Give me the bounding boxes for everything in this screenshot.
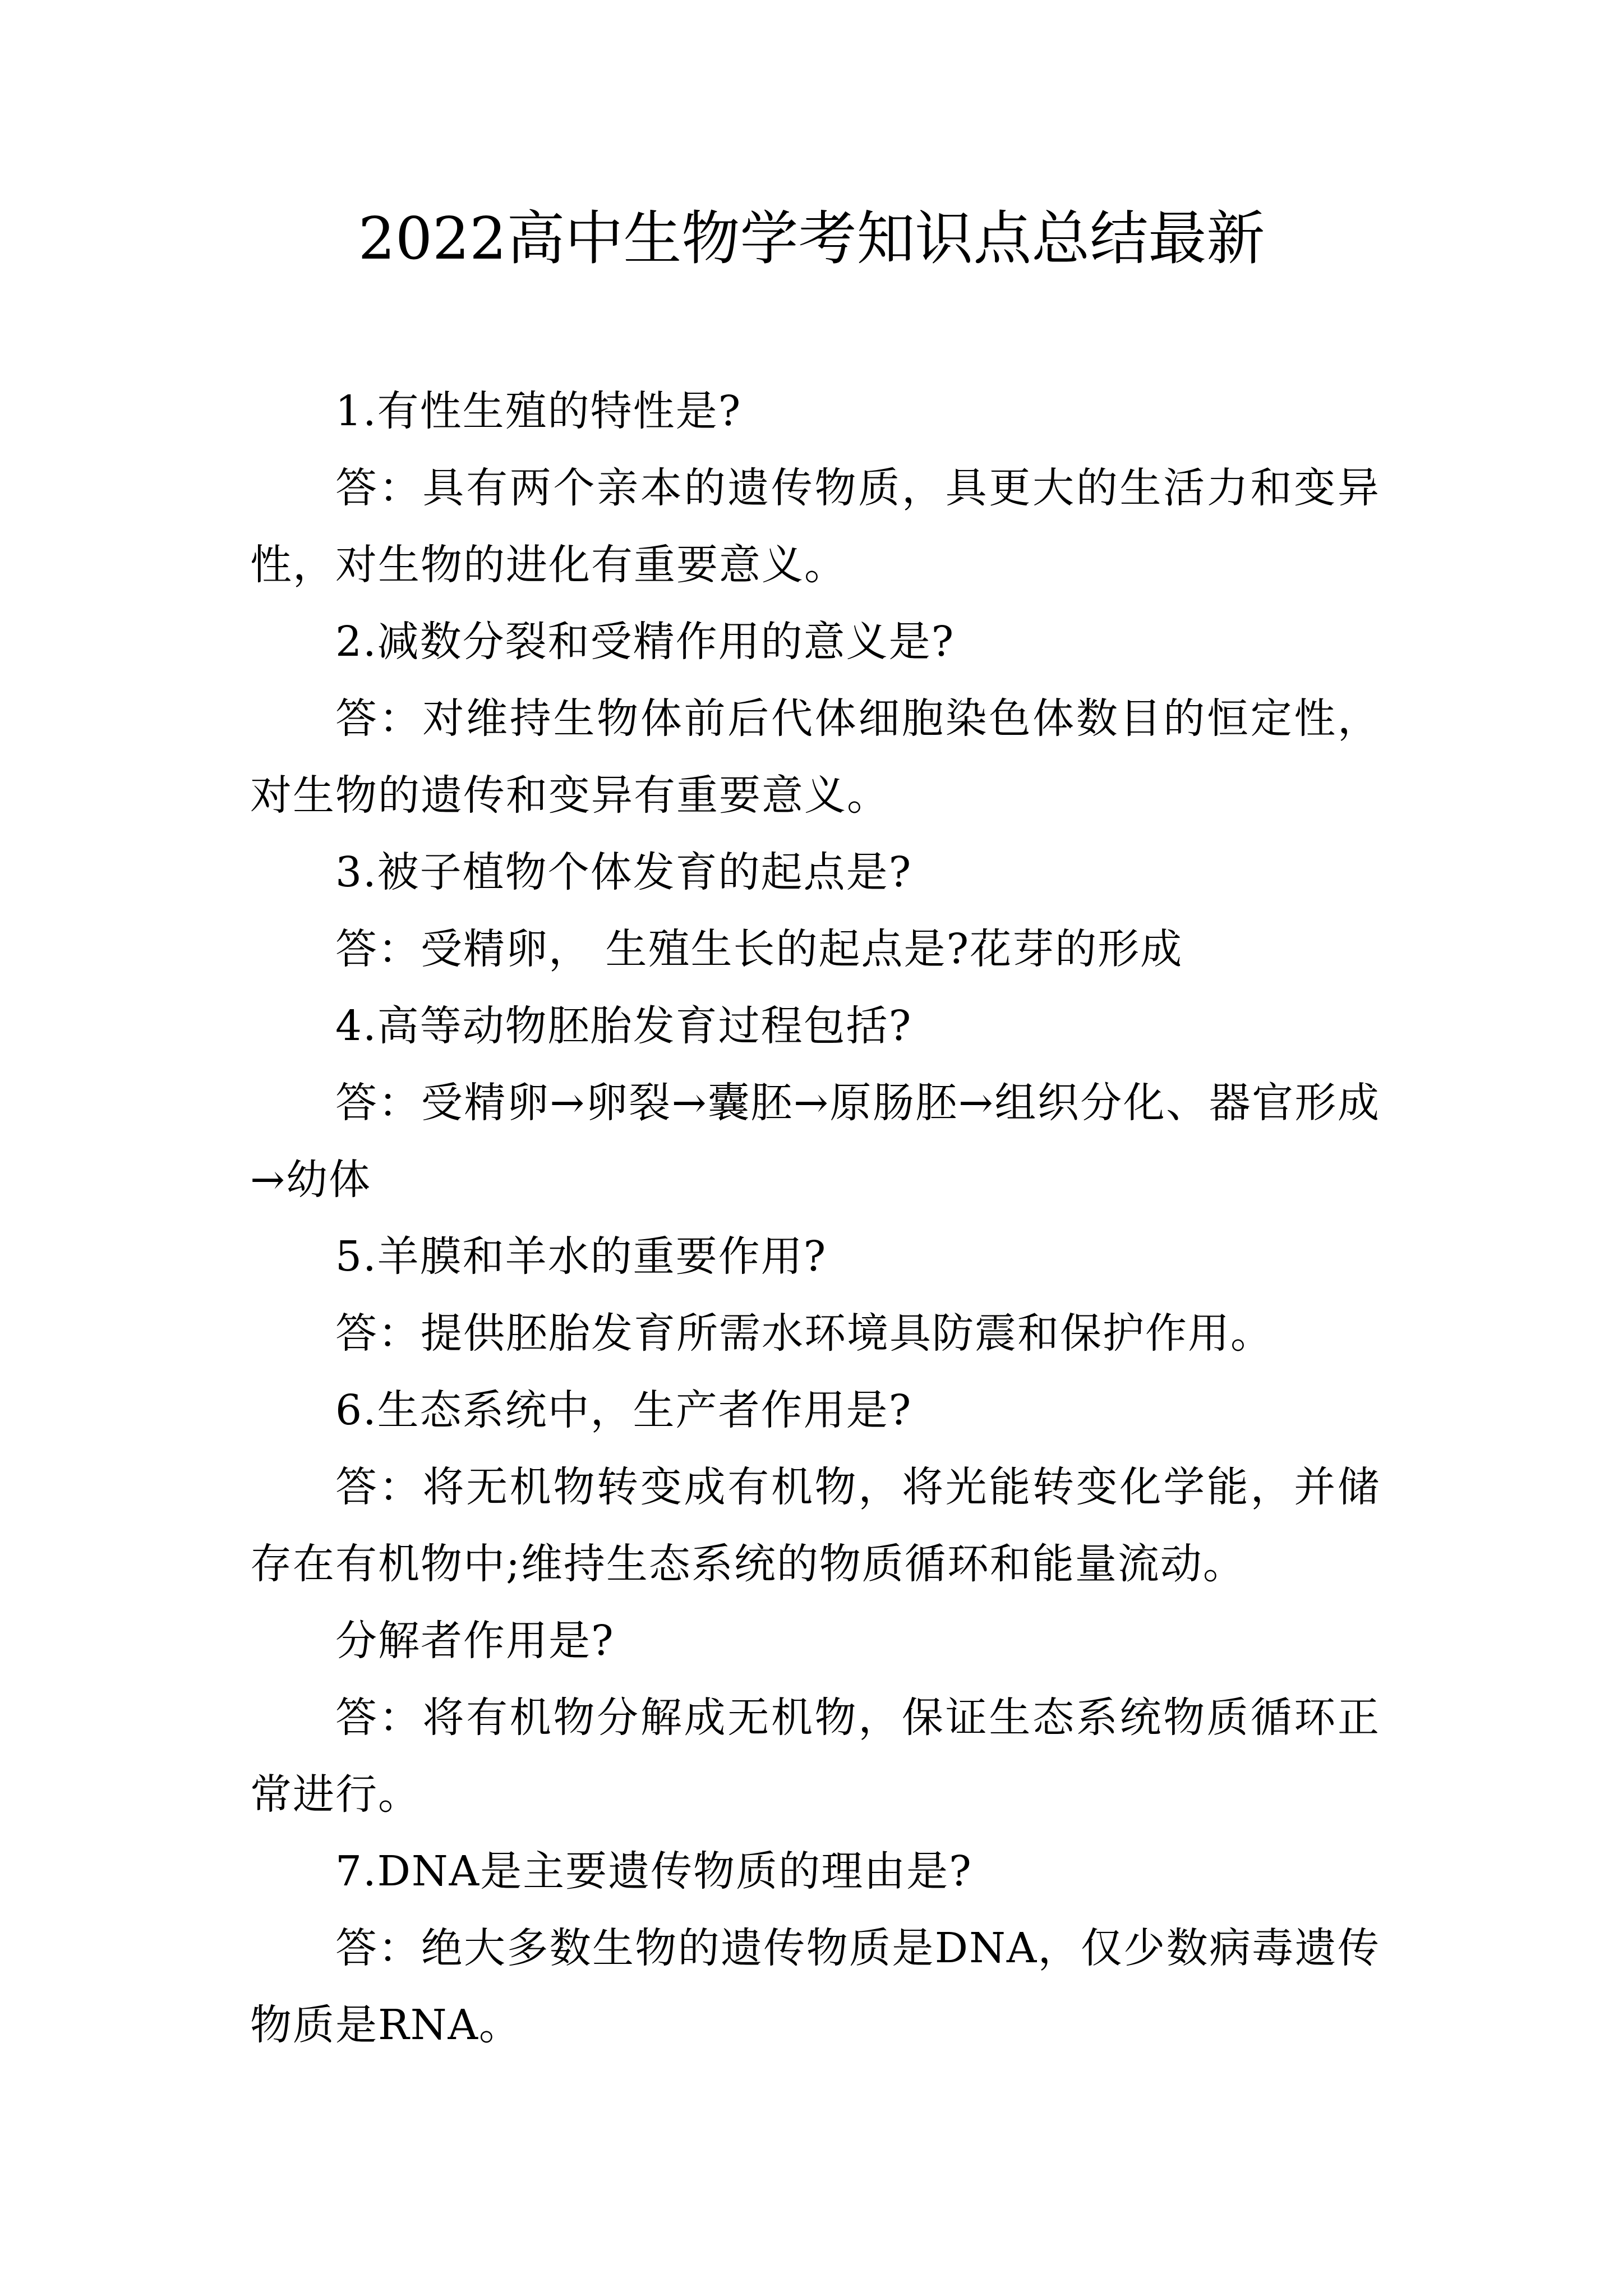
answer-7: 答：绝大多数生物的遗传物质是DNA，仅少数病毒遗传物质是RNA。 — [250, 1924, 1380, 2049]
document-title: 2022高中生物学考知识点总结最新 — [358, 204, 1265, 273]
document-body — [250, 373, 1380, 2064]
answer-5: 答：提供胚胎发育所需水环境具防震和保护作用。 — [335, 1309, 1273, 1358]
question-1: 1.有性生殖的特性是? — [335, 387, 742, 435]
question-2: 2.减数分裂和受精作用的意义是? — [335, 618, 955, 666]
answer-4: 答：受精卵→卵裂→囊胚→原肠胚→组织分化、器官形成→幼体 — [250, 1079, 1380, 1204]
question-7: 7.DNA是主要遗传物质的理由是? — [335, 1847, 972, 1895]
question-5: 5.羊膜和羊水的重要作用? — [335, 1232, 827, 1281]
question-3: 3.被子植物个体发育的起点是? — [335, 848, 912, 896]
question-6b: 分解者作用是? — [335, 1617, 615, 1665]
answer-3: 答：受精卵， 生殖生长的起点是?花芽的形成 — [335, 925, 1183, 973]
answer-1: 答：具有两个亲本的遗传物质，具更大的生活力和变异性，对生物的进化有重要意义。 — [250, 464, 1380, 589]
answer-6b: 答：将有机物分解成无机物，保证生态系统物质循环正常进行。 — [250, 1694, 1380, 1819]
question-6: 6.生态系统中，生产者作用是? — [335, 1386, 912, 1434]
question-4: 4.高等动物胚胎发育过程包括? — [335, 1002, 912, 1050]
answer-6: 答：将无机物转变成有机物，将光能转变化学能，并储存在有机物中;维持生态系统的物质循环和能量流动。 — [250, 1463, 1380, 1588]
answer-2: 答：对维持生物体前后代体细胞染色体数目的恒定性，对生物的遗传和变异有重要意义。 — [250, 694, 1380, 820]
